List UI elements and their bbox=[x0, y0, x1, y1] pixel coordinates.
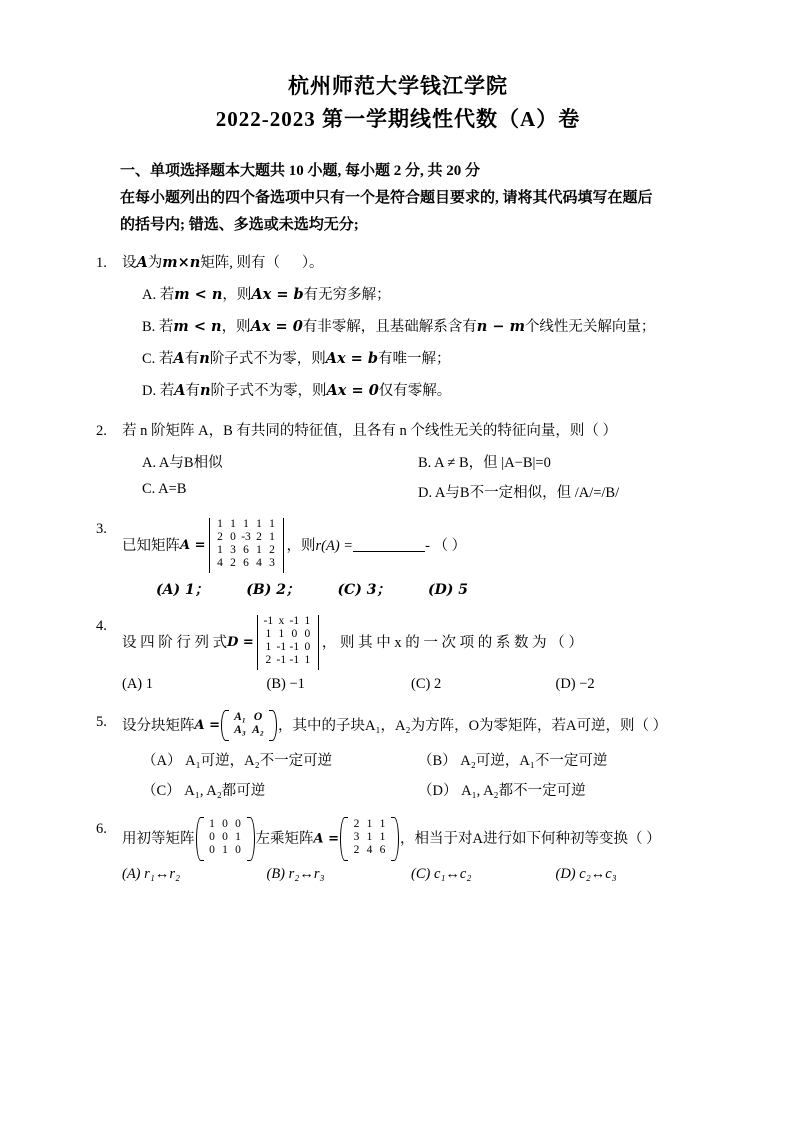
question-1-option-d[interactable]: D. 若A有n阶子式不为零，则Ax = 0仅有零解。 bbox=[142, 382, 452, 399]
matrix-row: 2 0 -3 2 1 bbox=[217, 531, 275, 543]
paren-left bbox=[221, 710, 229, 741]
question-5-option-c[interactable]: （C） A₁, A₂都可逆 bbox=[142, 783, 266, 799]
matrix-row: 1 0 0 bbox=[209, 818, 241, 830]
question-2-stem: 若 n 阶矩阵 A，B 有共同的特征值，且各有 n 个线性无关的特征向量，则（ ） bbox=[122, 423, 618, 439]
question-2-option-a[interactable]: A. A与B相似 bbox=[142, 455, 223, 471]
paren-right bbox=[391, 817, 399, 861]
q1-dim: m×n bbox=[162, 254, 201, 271]
question-3-stem-pre: 已知矩阵 bbox=[122, 537, 180, 554]
question-1-number: 1. bbox=[96, 255, 107, 271]
paren-left bbox=[196, 817, 204, 861]
question-5 bbox=[96, 711, 700, 740]
matrix-bar-right bbox=[283, 518, 284, 573]
matrix-row: 2 1 1 bbox=[353, 818, 386, 830]
question-5-matrix-name: A = bbox=[194, 717, 221, 733]
question-1-option-a[interactable]: A. 若m < n，则Ax = b有无穷多解； bbox=[142, 286, 391, 303]
question-4-stem-post: ， 则 其 中 x 的 一 次 项 的 系 数 为 （ ） bbox=[321, 634, 583, 651]
question-4-option-c[interactable]: (C) 2 bbox=[411, 676, 442, 692]
question-5-matrix-body bbox=[222, 711, 276, 740]
question-6-stem-post: ，相当于对A进行如下何种初等变换（ ） bbox=[400, 831, 661, 847]
question-6-option-c[interactable]: (C) c₁↔c₂ bbox=[411, 866, 472, 882]
question-3-matrix-name: A = bbox=[180, 537, 206, 553]
question-5-number: 5. bbox=[96, 714, 107, 730]
question-3-options bbox=[96, 579, 700, 599]
question-2-option-c[interactable]: C. A=B bbox=[142, 481, 187, 497]
question-4-stem-pre: 设 四 阶 行 列 式 bbox=[122, 634, 228, 651]
question-3-matrix bbox=[180, 518, 287, 573]
matrix-row: -1 x -1 1 bbox=[263, 615, 311, 627]
question-5-option-b[interactable]: （B） A₂可逆，A₁不一定可逆 bbox=[418, 753, 608, 769]
question-2-options-row-2 bbox=[96, 481, 700, 502]
matrix-row: A₁ O bbox=[234, 711, 263, 723]
question-6-matrix-A bbox=[314, 818, 401, 860]
question-2-option-b[interactable]: B. A ≠ B，但 |A−B|=0 bbox=[418, 455, 551, 471]
question-4-options bbox=[96, 676, 700, 693]
question-4-determinant bbox=[227, 615, 322, 670]
matrix-row: A₃ A₂ bbox=[234, 724, 264, 736]
question-4-number: 4. bbox=[96, 618, 107, 634]
question-3-option-b[interactable]: (B) 2； bbox=[246, 582, 300, 598]
question-5-stem-post: ，其中的子块A₁，A₂为方阵，O为零矩阵，若A可逆，则（ ） bbox=[278, 717, 668, 734]
matrix-row: 0 1 0 bbox=[209, 844, 241, 856]
question-4-matrix-name: D = bbox=[227, 634, 254, 650]
matrix-row: 3 1 1 bbox=[353, 831, 386, 843]
title-line-1: 杭州师范大学钱江学院 bbox=[288, 74, 508, 98]
page-content bbox=[96, 70, 700, 883]
question-6-stem-mid: 左乘矩阵 bbox=[255, 831, 314, 847]
matrix-row: 1 -1 -1 0 bbox=[265, 641, 311, 653]
paren-right bbox=[269, 710, 277, 741]
question-3-answer-blank[interactable] bbox=[353, 539, 425, 552]
matrix-row: 1 1 0 0 bbox=[265, 628, 311, 640]
matrix-row: 2 4 6 bbox=[353, 844, 386, 856]
question-5-stem-pre: 设分块矩阵 bbox=[122, 717, 195, 734]
matrix-bar-right bbox=[318, 615, 319, 670]
question-3-number: 3. bbox=[96, 521, 107, 537]
question-6-option-b[interactable]: (B) r₂↔r₃ bbox=[266, 866, 325, 882]
question-3-stem-post: ，则 bbox=[286, 537, 316, 554]
question-6-matrix-body bbox=[341, 818, 398, 860]
matrix-row: 0 0 1 bbox=[209, 831, 241, 843]
question-3-option-c[interactable]: (C) 3； bbox=[337, 582, 391, 598]
question-6-option-a[interactable]: (A) r₁↔r₂ bbox=[122, 866, 181, 882]
question-5-option-d[interactable]: （D） A₁, A₂都不一定可逆 bbox=[418, 783, 586, 799]
question-5-options-row-1 bbox=[96, 749, 700, 770]
question-1 bbox=[96, 252, 700, 274]
question-3-rank-label: r(A) = bbox=[315, 537, 354, 554]
paren-left bbox=[340, 817, 348, 861]
question-3-stem-tail: - （ ） bbox=[425, 537, 467, 554]
section-subtext-1: 在每小题列出的四个备选项中只有一个是符合题目要求的, 请将其代码填写在题后 bbox=[120, 190, 653, 206]
question-3-option-d[interactable]: (D) 5 bbox=[427, 582, 468, 598]
matrix-row: 1 1 1 1 1 bbox=[217, 518, 275, 530]
question-2-option-d[interactable]: D. A与B不一定相似，但 /A/=/B/ bbox=[418, 485, 620, 501]
question-6-elementary-matrix bbox=[197, 818, 254, 860]
question-5-option-a[interactable]: （A） A₁可逆，A₂不一定可逆 bbox=[142, 753, 333, 769]
question-6-option-d[interactable]: (D) c₂↔c₃ bbox=[555, 866, 617, 882]
title-line-2: 2022-2023 第一学期线性代数（A）卷 bbox=[215, 107, 581, 131]
question-4 bbox=[96, 615, 700, 670]
question-6-matrix-name: A = bbox=[313, 831, 340, 847]
question-3 bbox=[96, 518, 700, 573]
question-6-options bbox=[96, 866, 700, 883]
question-2-options-row-1 bbox=[96, 451, 700, 472]
question-6-stem-pre: 用初等矩阵 bbox=[122, 831, 195, 847]
question-5-block-matrix bbox=[195, 711, 279, 740]
section-heading: 一、单项选择题本大题共 10 小题, 每小题 2 分, 共 20 分 bbox=[120, 163, 481, 179]
matrix-row: 1 3 6 1 2 bbox=[217, 544, 275, 556]
paren-right bbox=[247, 817, 255, 861]
question-4-option-d[interactable]: (D) −2 bbox=[555, 676, 595, 692]
question-1-option-b[interactable]: B. 若m < n，则Ax = 0有非零解，且基础解系含有n − m个线性无关解向量； bbox=[142, 318, 656, 335]
question-3-option-a[interactable]: (A) 1； bbox=[156, 582, 209, 598]
question-1-stem: 设A为m×n矩阵, 则有（ ）。 bbox=[122, 254, 324, 271]
matrix-row: 2 -1 -1 1 bbox=[265, 654, 311, 666]
matrix-bar-left bbox=[209, 518, 210, 573]
question-4-matrix-body bbox=[256, 615, 320, 670]
question-1-option-c[interactable]: C. 若A有n阶子式不为零，则Ax = b有唯一解； bbox=[142, 350, 451, 367]
section-subtext-2: 的括号内; 错选、多选或未选均无分; bbox=[120, 217, 359, 233]
q1-matrix-A: A bbox=[136, 254, 148, 271]
question-5-options-row-2 bbox=[96, 779, 700, 800]
question-2 bbox=[96, 420, 700, 442]
matrix-row: 4 2 6 4 3 bbox=[217, 557, 275, 569]
question-2-number: 2. bbox=[96, 423, 107, 439]
question-4-option-b[interactable]: (B) −1 bbox=[266, 676, 305, 692]
matrix-bar-left bbox=[257, 615, 258, 670]
question-6-number: 6. bbox=[96, 821, 107, 837]
question-4-option-a[interactable]: (A) 1 bbox=[122, 676, 154, 692]
page-title bbox=[96, 70, 700, 136]
question-3-matrix-body bbox=[208, 518, 285, 573]
question-6 bbox=[96, 818, 700, 860]
